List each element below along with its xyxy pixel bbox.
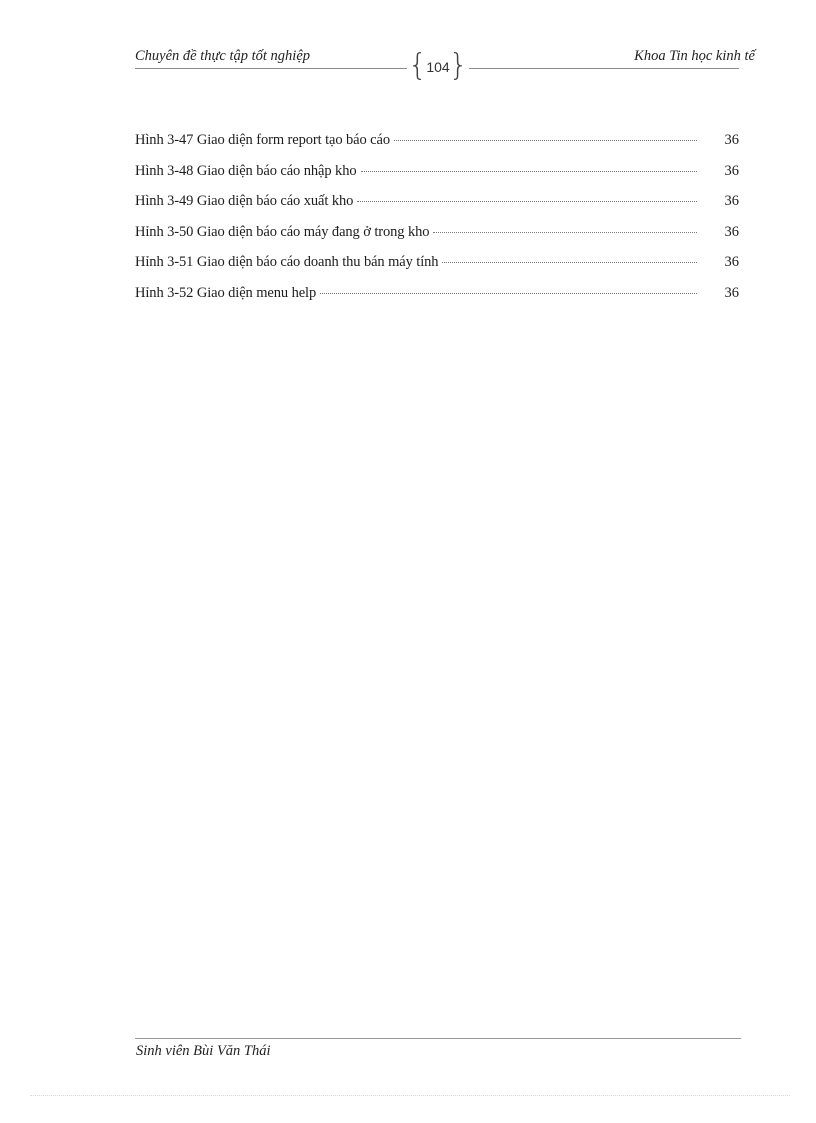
toc-entry-label: Hình 3-49 Giao diện báo cáo xuất kho [135,193,354,209]
toc-entry-page: 36 [724,162,739,179]
right-brace-icon: } [448,48,468,83]
figure-list [135,132,739,315]
toc-entry-page: 36 [724,284,739,301]
header-left-title: Chuyên đề thực tập tốt nghiệp [135,48,311,64]
toc-entry-label: Hỉnh 3-52 Giao diện menu help [135,284,317,301]
dot-leader [357,200,697,202]
header-right-title: Khoa Tin học kinh tế [634,48,755,64]
toc-entry-label: Hỉnh 3-51 Giao diện báo cáo doanh thu bán máy tính [135,254,439,270]
page-bottom-border [30,1095,790,1096]
toc-entry-page: 36 [724,254,739,270]
toc-entry-page: 36 [724,193,739,209]
toc-entry-label: Hỉnh 3-50 Giao diện báo cáo máy đang ở trong kho [135,223,430,240]
page-number-badge [408,48,468,83]
toc-entry[interactable] [135,193,739,224]
toc-entry[interactable] [135,163,739,194]
toc-entry-label: Hình 3-48 Giao diện báo cáo nhập kho [135,162,357,179]
dot-leader [320,292,697,294]
footer-student-name: Sinh viên Bùi Văn Thái [136,1043,271,1059]
toc-entry[interactable] [135,285,739,316]
dot-leader [361,170,698,172]
page-number: 104 [426,59,450,75]
dot-leader [442,261,697,263]
toc-entry-page: 36 [724,223,739,240]
toc-entry[interactable] [135,254,739,285]
dot-leader [394,139,697,141]
toc-entry[interactable] [135,132,739,163]
toc-entry-label: Hình 3-47 Giao diện form report tạo báo cáo [135,132,391,148]
page-header [135,46,755,86]
header-rule-right [469,68,739,69]
dot-leader [433,231,697,233]
header-rule-left [135,68,407,69]
toc-entry-page: 36 [724,132,739,148]
left-brace-icon: { [408,48,428,83]
footer-rule [135,1038,741,1039]
toc-entry[interactable] [135,224,739,255]
